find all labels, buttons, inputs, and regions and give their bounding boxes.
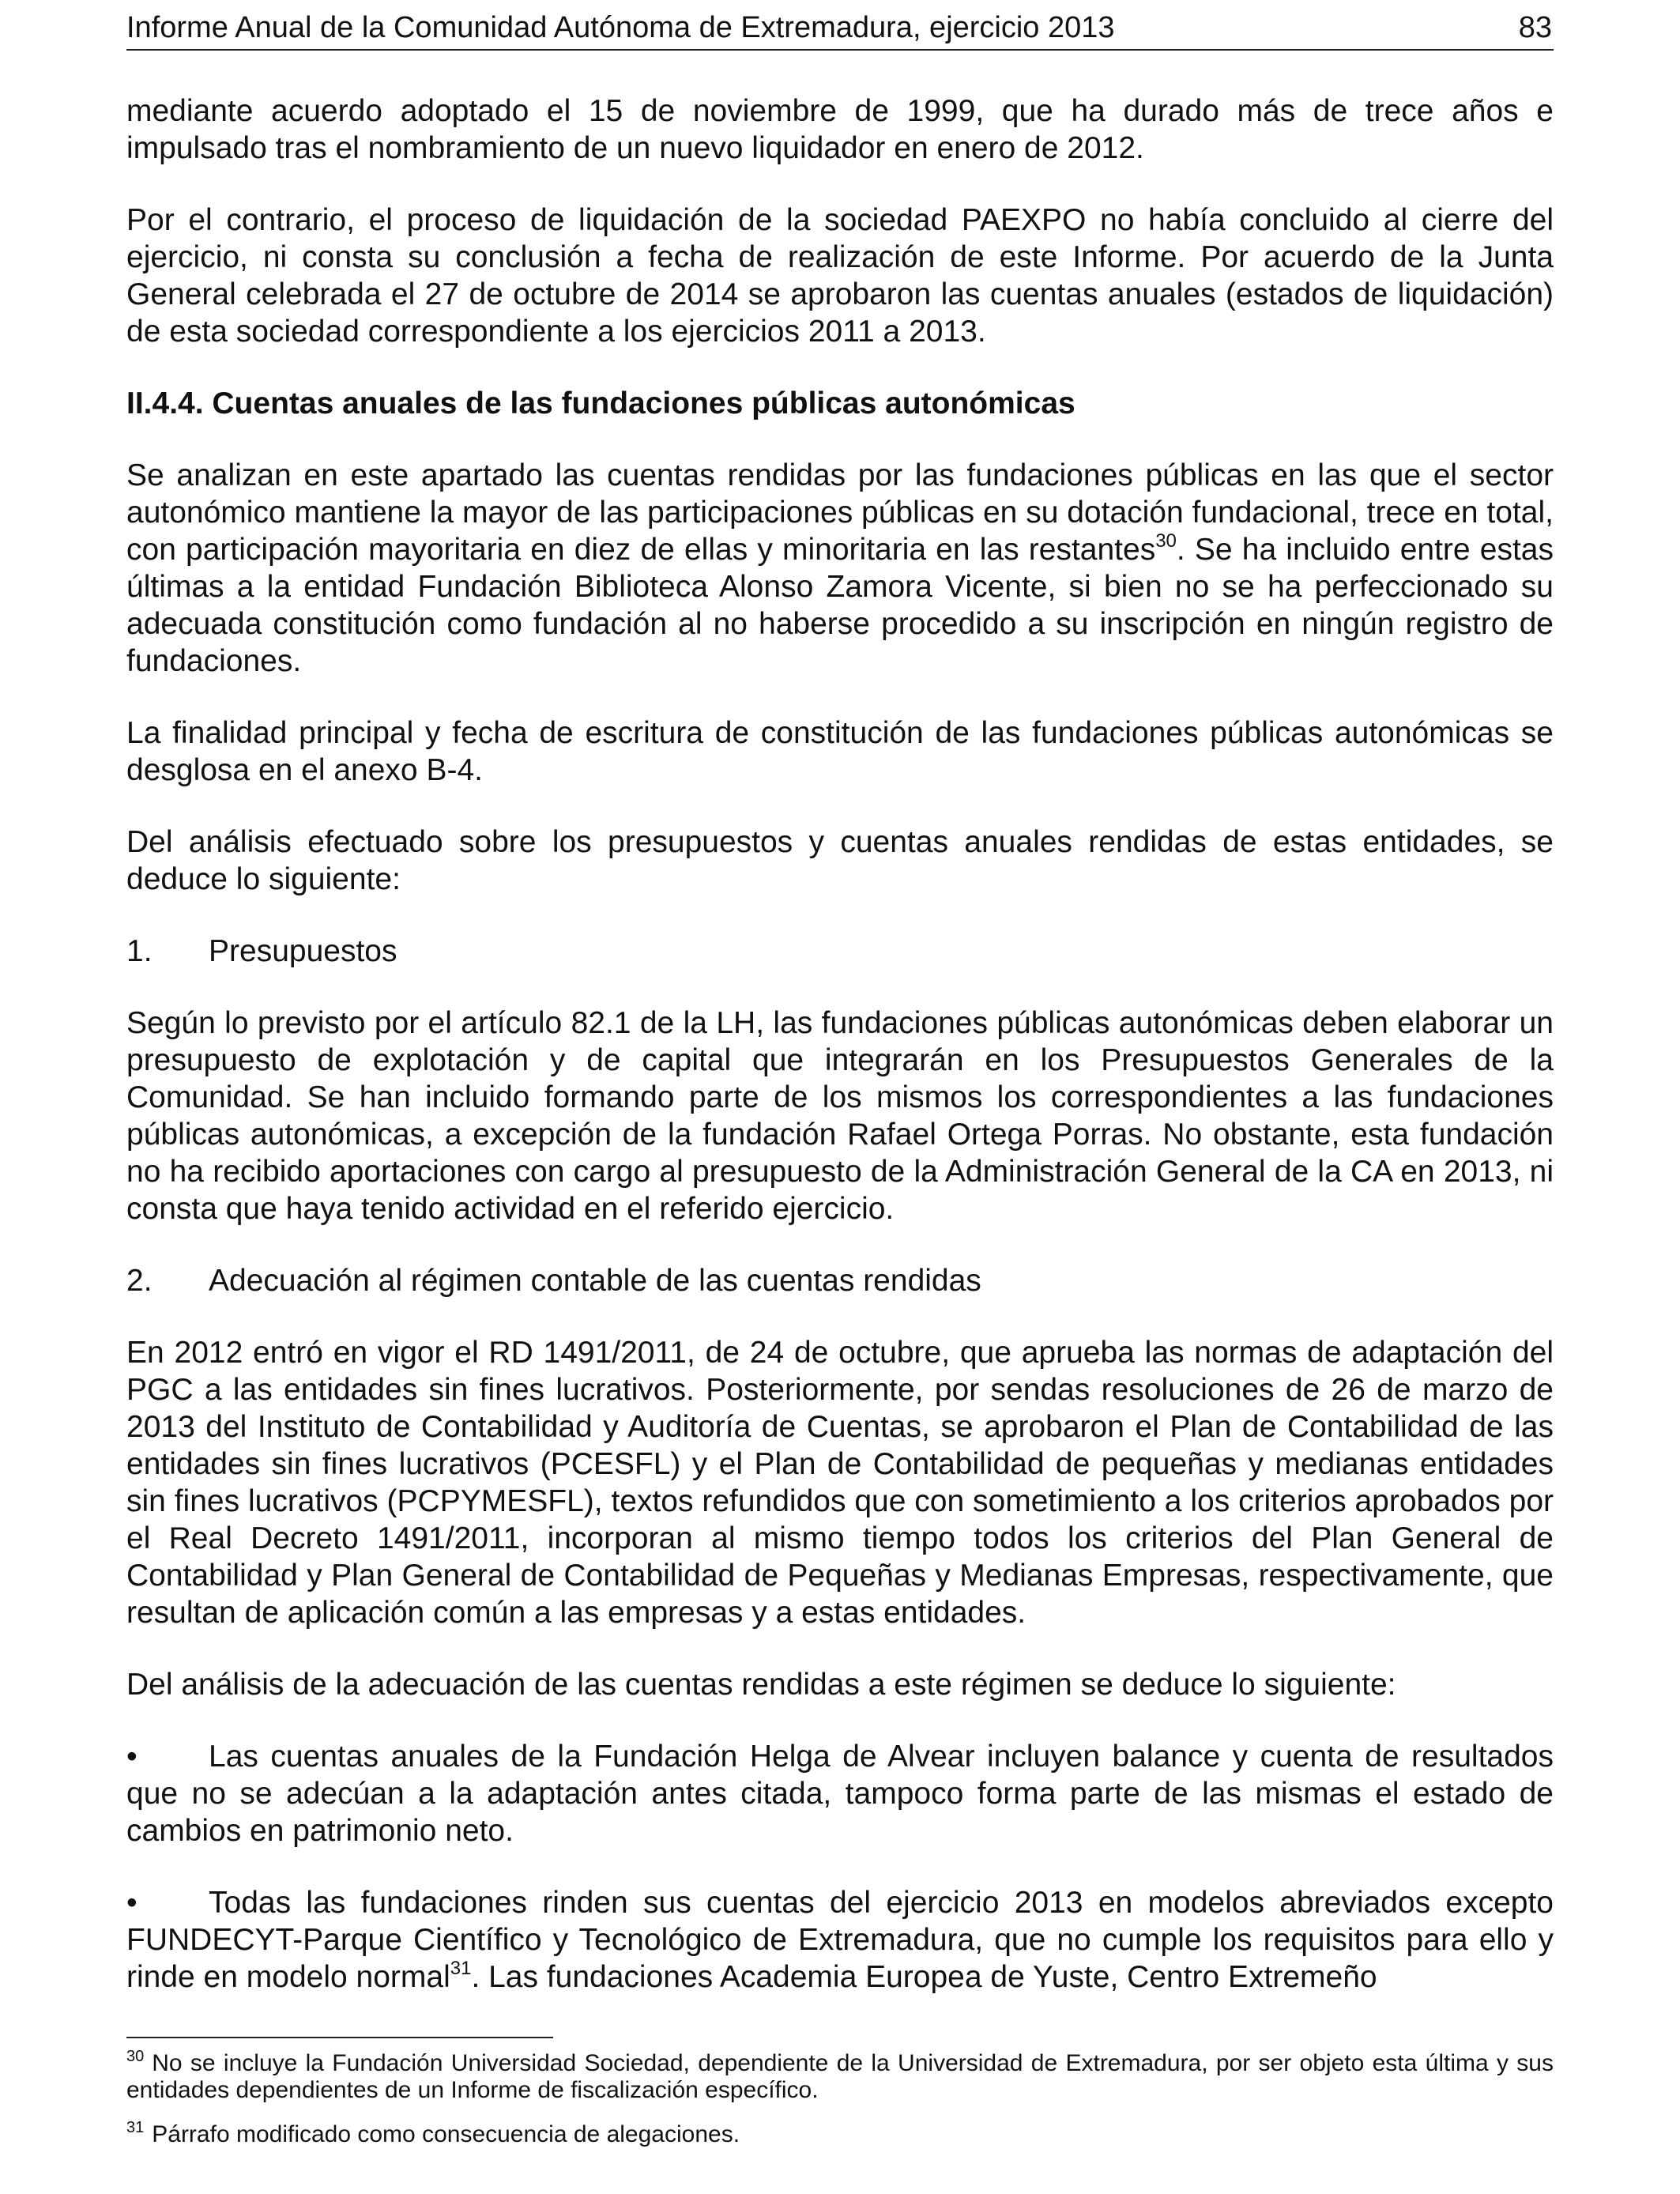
footnote-ref-31[interactable]: 31 <box>450 1958 472 1979</box>
paragraph-8: Del análisis de la adecuación de las cuentas rendidas a este régimen se deduce lo siguiente: <box>126 1668 1396 1702</box>
bullet-dot-icon: • <box>126 1740 137 1774</box>
paragraph-7: En 2012 entró en vigor el RD 1491/2011, de 24 de octubre, que aprueba las normas de adaptación del PGC a las entidades sin fines lucrativos. Posteriormente, por sendas resoluciones de 26 de marzo de 2013 del Instituto de Contabilidad y Auditoría de Cuentas, se aprobaron el Plan de Contabilidad de las entidades sin fines lucrativos (PCESFL) y el Plan de Contabilidad de pequeñas y medianas entidades sin fines lucrativos (PCPYMESFL), textos refundidos que con sometimiento a los criterios aprobados por el Real Decreto 1491/2011, incorporan al mismo tiempo todos los criterios del Plan General de Contabilidad y Plan General de Contabilidad de Pequeñas y Medianas Empresas, respectivamente, que resultan de aplicación común a las empresas y a estas entidades. <box>126 1336 1554 1630</box>
item-number: 1. <box>126 934 153 968</box>
paragraph-3-text-a: Se analizan en este apartado las cuentas rendidas por las fundaciones públicas en las que el sector autonómico mantiene la mayor de las participaciones públicas en su dotación fundacional, trece en total, con participación mayoritaria en diez de ellas y minoritaria en las restantes <box>126 458 1554 567</box>
footnote-30 <box>126 2050 1554 2104</box>
footnote-separator <box>126 2037 553 2038</box>
paragraph-4: La finalidad principal y fecha de escritura de constitución de las fundaciones públicas autonómicas se desglosa en el anexo B-4. <box>126 716 1554 787</box>
bullet-dot-icon: • <box>126 1886 137 1920</box>
footnote-marker: 31 <box>126 2119 145 2136</box>
paragraph-1: mediante acuerdo adoptado el 15 de noviembre de 1999, que ha durado más de trece años e impulsado tras el nombramiento de un nuevo liquidador en enero de 2012. <box>126 94 1554 165</box>
report-title: Informe Anual de la Comunidad Autónoma de Extremadura, ejercicio 2013 <box>126 11 1115 44</box>
page-body <box>126 92 1554 2030</box>
paragraph-5: Del análisis efectuado sobre los presupuestos y cuentas anuales rendidas de estas entidades, se deduce lo siguiente: <box>126 825 1554 896</box>
footnotes <box>126 2050 1554 2166</box>
item-label: Adecuación al régimen contable de las cuentas rendidas <box>209 1264 981 1298</box>
footnote-marker: 30 <box>126 2048 145 2065</box>
page-header <box>126 9 1554 51</box>
footnote-31 <box>126 2121 1554 2148</box>
item-number: 2. <box>126 1264 153 1298</box>
bullet-item-1 <box>126 1738 1554 1849</box>
item-label: Presupuestos <box>209 934 397 968</box>
paragraph-3-text-b: . Se ha incluido entre estas últimas a la entidad Fundación Biblioteca Alonso Zamora Vicente, si bien no se ha perfeccionado su adecuada constitución como fundación al no haberse procedido a su inscripción en ningún registro de fundaciones. <box>126 533 1554 678</box>
page-number: 83 <box>1518 11 1552 44</box>
bullet-text-a: Todas las fundaciones rinden sus cuentas del ejercicio 2013 en modelos abreviados excepto FUNDECYT-Parque Científico y Tecnológico de Extremadura, que no cumple los requisitos para ello y rinde en modelo normal <box>126 1886 1554 1994</box>
footnote-text: No se incluye la Fundación Universidad Sociedad, dependiente de la Universidad de Extremadura, por ser objeto esta última y sus entidades dependientes de un Informe de fiscalización específico. <box>126 2050 1554 2103</box>
footnote-text: Párrafo modificado como consecuencia de alegaciones. <box>152 2121 740 2147</box>
bullet-item-2 <box>126 1884 1554 1996</box>
bullet-text: Las cuentas anuales de la Fundación Helga de Alvear incluyen balance y cuenta de resultados que no se adecúan a la adaptación antes citada, tampoco forma parte de las mismas el estado de cambios en patrimonio neto. <box>126 1740 1554 1848</box>
numbered-item-1 <box>126 933 1554 970</box>
paragraph-3 <box>126 457 1554 680</box>
paragraph-2: Por el contrario, el proceso de liquidación de la sociedad PAEXPO no había concluido al cierre del ejercicio, ni consta su conclusión a fecha de realización de este Informe. Por acuerdo de la Junta General celebrada el 27 de octubre de 2014 se aprobaron las cuentas anuales (estados de liquidación) de esta sociedad correspondiente a los ejercicios 2011 a 2013. <box>126 203 1554 349</box>
section-heading: II.4.4. Cuentas anuales de las fundaciones públicas autonómicas <box>126 386 1075 420</box>
numbered-item-2 <box>126 1262 1554 1299</box>
footnote-ref-30[interactable]: 30 <box>1155 530 1177 552</box>
paragraph-6: Según lo previsto por el artículo 82.1 de la LH, las fundaciones públicas autonómicas deben elaborar un presupuesto de explotación y de capital que integrarán en los Presupuestos Generales de la Comunidad. Se han incluido formando parte de los mismos los correspondientes a las fundaciones públicas autonómicas, a excepción de la fundación Rafael Ortega Porras. No obstante, esta fundación no ha recibido aportaciones con cargo al presupuesto de la Administración General de la CA en 2013, ni consta que haya tenido actividad en el referido ejercicio. <box>126 1006 1554 1226</box>
bullet-text-b: . Las fundaciones Academia Europea de Yuste, Centro Extremeño <box>471 1960 1377 1994</box>
